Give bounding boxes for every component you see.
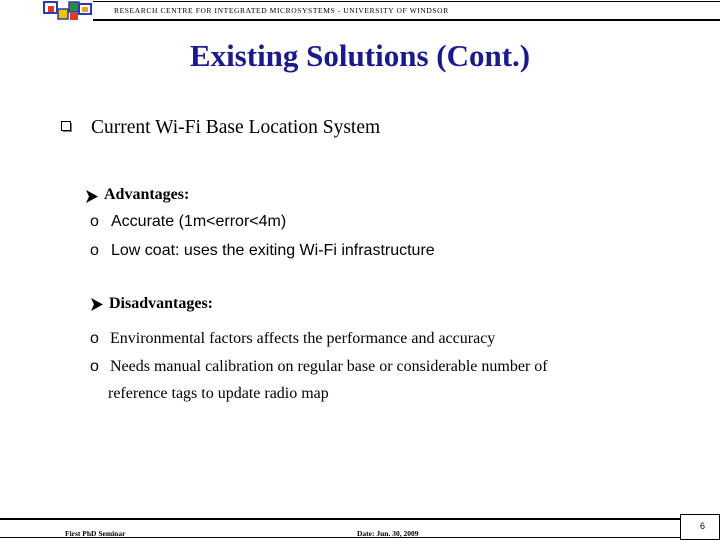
circle-bullet-icon: o: [90, 242, 99, 259]
advantage-item: Low coat: uses the exiting Wi-Fi infrastructure: [111, 242, 435, 259]
research-centre-logo: [43, 0, 93, 22]
advantages-heading: Advantages:: [104, 186, 190, 203]
circle-bullet-icon: o: [90, 330, 99, 347]
advantage-item: Accurate (1m<error<4m): [111, 213, 287, 230]
disadvantages-heading: Disadvantages:: [109, 295, 214, 312]
footer-seminar: First PhD Seminar: [65, 529, 126, 538]
arrow-bullet-icon: [91, 298, 103, 311]
disadvantage-item-continued: reference tags to update radio map: [108, 385, 329, 402]
square-bullet-icon: [61, 121, 73, 133]
footer-date: Date: Jun. 30, 2009: [357, 529, 419, 538]
circle-bullet-icon: o: [90, 213, 99, 230]
institution-header: RESEARCH CENTRE FOR INTEGRATED MICROSYSTEMS - UNIVERSITY OF WINDSOR: [114, 6, 449, 15]
disadvantage-item: Environmental factors affects the performance and accuracy: [110, 330, 496, 347]
circle-bullet-icon: o: [90, 358, 99, 375]
slide-title: Existing Solutions (Cont.): [189, 38, 531, 73]
main-bullet-text: Current Wi-Fi Base Location System: [91, 117, 381, 138]
disadvantage-item: Needs manual calibration on regular base or considerable number of: [110, 358, 548, 375]
page-number: 6: [680, 514, 720, 540]
arrow-bullet-icon: [86, 190, 98, 203]
